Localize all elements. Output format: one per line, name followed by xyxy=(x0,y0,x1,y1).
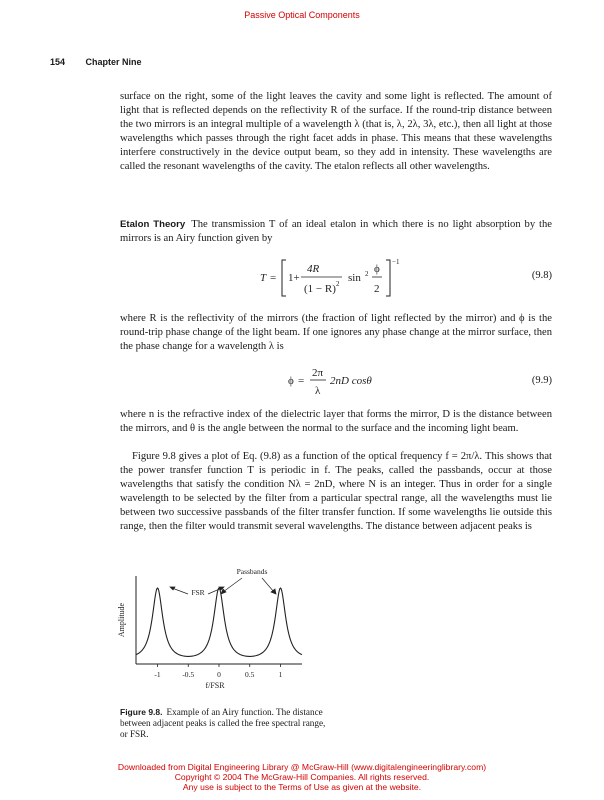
eq2-lhs: ϕ xyxy=(288,375,294,387)
footer xyxy=(0,762,604,792)
section-heading: Etalon Theory xyxy=(120,219,186,230)
chapter-title: Chapter Nine xyxy=(85,57,142,67)
passband-arrows xyxy=(221,578,276,594)
paragraph-2-text: The transmission T of an ideal etalon in which there is no light absorption by the mirrors is an Airy function given by xyxy=(120,219,552,244)
x-tick-label: -1 xyxy=(154,670,161,679)
paragraph-4 xyxy=(120,408,552,436)
eq1-den: (1 − R) xyxy=(304,283,336,295)
y-axis-label: Amplitude xyxy=(117,602,126,638)
eq1-lhs: T xyxy=(260,272,267,284)
eq1-func: sin xyxy=(348,272,361,284)
x-tick-label: -0.5 xyxy=(182,670,195,679)
caption-text: Example of an Airy function. The distance between adjacent peaks is called the free spectral range, or FSR. xyxy=(120,707,326,739)
top-link[interactable]: Passive Optical Components xyxy=(244,10,360,20)
etalon-theory-paragraph xyxy=(120,218,552,246)
eq2-num: 2π xyxy=(312,367,324,379)
footer-line-2: Copyright © 2004 The McGraw-Hill Companies. All rights reserved. xyxy=(174,772,430,782)
eq2-rest: 2nD cosθ xyxy=(330,375,372,387)
eq2-den: λ xyxy=(315,385,321,397)
equation-9-9-formula xyxy=(120,364,552,398)
paragraph-5-text: Figure 9.8 gives a plot of Eq. (9.8) as a function of the optical frequency f = 2π/λ. This shows that the power transfer function T is periodic in f. The peaks, called the passbands, occur at those wavelengths that satisfy the condition Nλ = 2nD, where N is an integer. Thus in order for a single wavelength to be selected by the filter from a particular spectral range, all the wavelengths must lie between two successive passbands of the filter transfer function. If some wavelengths lie outside this range, then the filter would transmit several wavelengths. The distance between adjacent peaks is xyxy=(120,451,552,532)
svg-text:1+: 1+ xyxy=(288,272,300,284)
x-axis-label: f/FSR xyxy=(205,681,225,690)
paragraph-3 xyxy=(120,312,552,354)
paragraph-1-text: surface on the right, some of the light leaves the cavity and some light is reflected. The amount of light that is reflected depends on the reflectivity R of the surface. If the round-trip distance between the two mirrors is an integral multiple of a wavelength λ (that is, λ, 2λ, 3λ, etc.), then all light at those wavelengths which passes through the right facet adds in phase. This means that these wavelengths interfere constructively in the device output beam, so they add in intensity. These wavelengths are called the resonant wavelengths of the cavity. The etalon reflects all other wavelengths. xyxy=(120,91,552,172)
airy-curve xyxy=(136,588,302,656)
x-tick-label: 0.5 xyxy=(245,670,255,679)
airy-function-chart xyxy=(112,558,332,698)
paragraph-5 xyxy=(120,450,552,533)
paragraph-3-text: where R is the reflectivity of the mirrors (the fraction of light reflected by the mirror) and ϕ is the round-trip phase change of the light beam. If one ignores any phase change at the mirror surface, then the phase change for a wavelength λ is xyxy=(120,313,552,352)
svg-text:=: = xyxy=(298,375,305,387)
eq1-coef: 4R xyxy=(307,263,320,275)
eq1-num: ϕ xyxy=(374,263,380,275)
footer-line-3: Any use is subject to the Terms of Use as given at the website. xyxy=(182,782,422,792)
equation-9-8 xyxy=(120,254,552,300)
figure-caption xyxy=(120,707,330,740)
svg-text:=: = xyxy=(270,272,277,284)
passbands-annotation: Passbands xyxy=(236,567,268,576)
figure-9-8 xyxy=(112,558,332,698)
svg-text:2: 2 xyxy=(336,280,340,288)
equation-number-9-8: (9.8) xyxy=(531,270,552,281)
equation-number-9-9: (9.9) xyxy=(531,375,552,386)
x-tick-label: 1 xyxy=(278,670,283,679)
equation-9-9 xyxy=(120,364,552,398)
paragraph-4-text: where n is the refractive index of the dielectric layer that forms the mirror, D is the distance between the mirrors, and θ is the angle between the normal to the surface and the incoming light beam. xyxy=(120,409,552,434)
page-number: 154 xyxy=(50,57,66,67)
paragraph-1 xyxy=(120,90,552,173)
equation-9-8-formula xyxy=(120,254,552,300)
running-header xyxy=(50,57,160,67)
eq1-power: −1 xyxy=(392,258,400,266)
caption-label: Figure 9.8. xyxy=(120,707,163,717)
fsr-annotation: FSR xyxy=(191,588,205,597)
footer-line-1[interactable]: Downloaded from Digital Engineering Library @ McGraw-Hill (www.digitalengineeringlibrary.com) xyxy=(117,762,487,772)
paragraph-2 xyxy=(120,218,552,246)
svg-text:2: 2 xyxy=(365,270,369,278)
x-tick-label: 0 xyxy=(217,670,221,679)
x-tick-labels xyxy=(154,664,282,679)
eq1-den2: 2 xyxy=(374,283,380,295)
